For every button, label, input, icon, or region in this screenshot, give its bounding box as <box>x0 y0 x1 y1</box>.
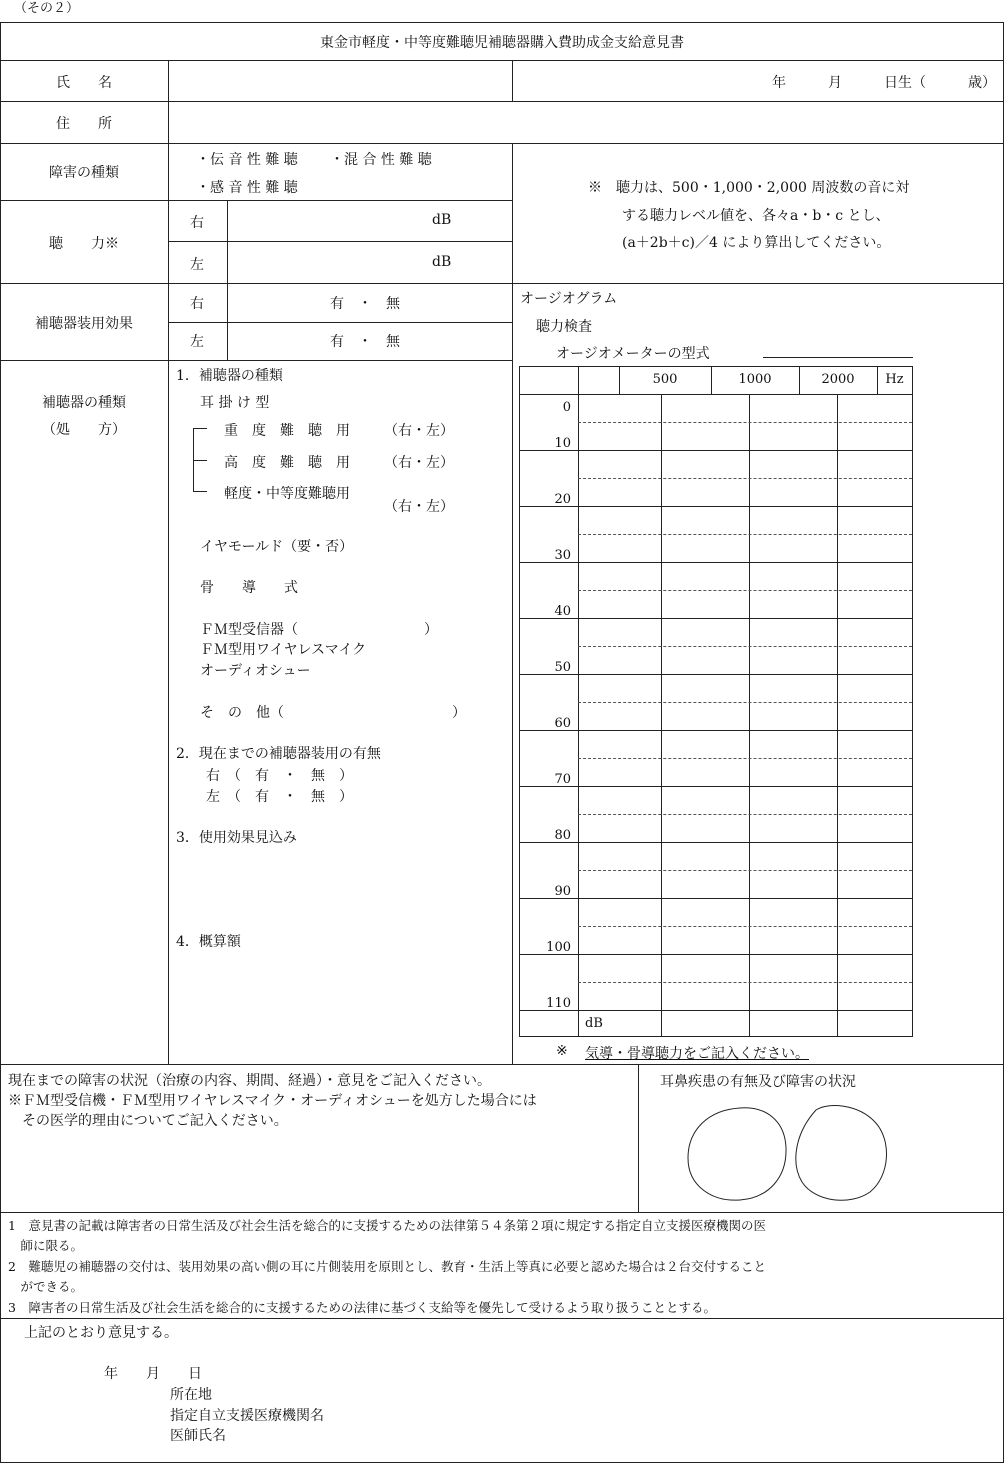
name-label: 氏 名 <box>56 75 112 91</box>
grid-line <box>519 450 913 451</box>
audiogram-title: オージオグラム <box>520 291 618 307</box>
right-ear-outline <box>796 1106 887 1201</box>
grid-dash <box>578 982 912 983</box>
section4-title: 4．概算額 <box>176 934 241 950</box>
grid-dash <box>578 926 912 927</box>
grid-line <box>578 366 579 1036</box>
hearing-note-line1: ※ 聴力は、500・1,000・2,000 周波数の音に対 <box>588 180 910 196</box>
db-label-100: 100 <box>546 940 571 955</box>
grid-dash <box>578 590 912 591</box>
prescription-label: （処 方） <box>42 422 126 438</box>
history-line1: 現在までの障害の状況（治療の内容、期間、経過）・意見をご記入ください。 <box>8 1073 491 1089</box>
grid-line <box>519 562 913 563</box>
institution-label: 指定自立支援医療機関名 <box>170 1408 324 1424</box>
grid-line <box>519 1010 913 1011</box>
high-option[interactable]: 高 度 難 聴 用 <box>224 455 350 471</box>
fm-mic-option[interactable]: ＦＭ型用ワイヤレスマイク <box>200 642 367 658</box>
left-ear-outline <box>688 1108 786 1200</box>
db-label-40: 40 <box>554 604 571 619</box>
doctor-name-label: 医師氏名 <box>170 1428 226 1444</box>
history-line3: その医学的理由についてご記入ください。 <box>8 1113 288 1129</box>
audiogram-note-text: 気導・骨導聴力をご記入ください。 <box>585 1046 809 1062</box>
grid-line <box>912 366 913 1036</box>
grid-line <box>519 730 913 731</box>
grid-line <box>661 394 662 1036</box>
mild-lr[interactable]: （右・左） <box>384 499 454 515</box>
note3: 3 障害者の日常生活及び社会生活を総合的に支援するための法律に基づく支給等を優先して受けるよう取り扱うこととする。 <box>8 1300 716 1315</box>
grid-dash <box>578 814 912 815</box>
grid-line <box>519 898 913 899</box>
history-field[interactable] <box>4 1130 634 1208</box>
freq-header-1000: 1000 <box>738 372 772 387</box>
section1-title: 1．補聴器の種類 <box>176 368 283 384</box>
effect-label: 補聴器装用効果 <box>35 316 133 332</box>
db-label-90: 90 <box>554 884 571 899</box>
hearing-right-label: 右 <box>190 215 204 231</box>
option-sensorineural[interactable]: ・感 音 性 難 聴 <box>196 180 298 196</box>
audio-shoe-option[interactable]: オーディオシュー <box>200 663 311 679</box>
location-label: 所在地 <box>170 1387 212 1403</box>
section2-right[interactable]: 右 （ 有 ・ 無 ） <box>206 768 353 784</box>
behind-ear-type: 耳 掛 け 型 <box>200 395 270 411</box>
grid-line <box>519 674 913 675</box>
effect-left-label: 左 <box>190 334 204 350</box>
hearing-left-unit: dB <box>432 254 452 270</box>
hearing-label: 聴 力※ <box>49 236 119 252</box>
grid-dash <box>578 870 912 871</box>
grid-line <box>519 842 913 843</box>
audiometer-model-label: オージオメーターの型式 <box>556 346 710 362</box>
disability-type-label: 障害の種類 <box>49 165 119 181</box>
db-label-10: 10 <box>554 436 571 451</box>
db-label-110: 110 <box>546 996 571 1011</box>
grid-line <box>519 954 913 955</box>
audiogram-note-mark: ※ <box>556 1043 568 1059</box>
db-label-20: 20 <box>554 492 571 507</box>
section2-title: 2．現在までの補聴器装用の有無 <box>176 746 381 762</box>
section2-left[interactable]: 左 （ 有 ・ 無 ） <box>206 789 353 805</box>
audiometer-model-line[interactable] <box>763 357 913 358</box>
ent-label: 耳鼻疾患の有無及び障害の状況 <box>660 1074 856 1090</box>
grid-line <box>749 394 750 1036</box>
grid-dash <box>578 422 912 423</box>
aid-type-label: 補聴器の種類 <box>42 395 126 411</box>
form-title: 東金市軽度・中等度難聴児補聴器購入費助成金支給意見書 <box>320 35 684 51</box>
grid-dash <box>578 758 912 759</box>
effect-right-label: 右 <box>190 296 204 312</box>
freq-header-500: 500 <box>652 372 678 387</box>
note2-line1: 2 難聴児の補聴器の交付は、装用効果の高い側の耳に片側装用を原則とし、教育・生活上等真に必要と認めた場合は２台交付すること <box>8 1259 766 1274</box>
severe-option[interactable]: 重 度 難 聴 用 <box>224 423 350 439</box>
other-option[interactable]: そ の 他（ ） <box>200 705 466 721</box>
bone-conduction-option[interactable]: 骨 導 式 <box>200 580 298 596</box>
mild-option[interactable]: 軽度・中等度難聴用 <box>224 486 350 502</box>
history-line2: ※ＦＭ型受信機・ＦＭ型用ワイヤレスマイク・オーディオシューを処方した場合には <box>8 1093 537 1109</box>
option-conductive[interactable]: ・伝 音 性 難 聴 <box>196 152 298 168</box>
effect-right-options[interactable]: 有 ・ 無 <box>330 296 400 312</box>
grid-line <box>519 506 913 507</box>
db-label-70: 70 <box>554 772 571 787</box>
db-label-80: 80 <box>554 828 571 843</box>
option-mixed[interactable]: ・混 合 性 難 聴 <box>330 152 432 168</box>
grid-line <box>519 786 913 787</box>
hearing-note-line3: (a＋2b＋c)／4 により算出してください。 <box>622 235 891 251</box>
grid-line <box>519 1036 913 1037</box>
birthdate-field[interactable]: 年 月 日生（ 歳） <box>772 75 996 91</box>
grid-dash <box>578 478 912 479</box>
severe-lr[interactable]: （右・左） <box>384 423 454 439</box>
grid-dash <box>578 702 912 703</box>
note1-line2: 師に限る。 <box>8 1238 84 1253</box>
note2-line2: ができる。 <box>8 1279 84 1294</box>
grid-dash <box>578 646 912 647</box>
db-label-0: 0 <box>562 400 571 415</box>
effect-left-options[interactable]: 有 ・ 無 <box>330 334 400 350</box>
hearing-right-unit: dB <box>432 212 452 228</box>
freq-header-2000: 2000 <box>821 372 855 387</box>
address-label: 住 所 <box>56 116 112 132</box>
ear-diagram[interactable] <box>680 1098 895 1208</box>
name-field[interactable] <box>169 61 511 100</box>
date-field[interactable]: 年 月 日 <box>104 1366 202 1382</box>
earmold-option[interactable]: イヤモールド（要・否） <box>200 539 354 555</box>
db-unit-label: dB <box>585 1016 603 1031</box>
address-field[interactable] <box>169 102 1002 142</box>
section3-title: 3．使用効果見込み <box>176 830 297 846</box>
high-lr[interactable]: （右・左） <box>384 455 454 471</box>
fm-receiver-option[interactable]: ＦＭ型受信器（ ） <box>200 622 438 638</box>
hearing-left-label: 左 <box>190 257 204 273</box>
opinion-statement: 上記のとおり意見する。 <box>24 1325 178 1341</box>
grid-dash <box>578 534 912 535</box>
audiogram-test: 聴力検査 <box>536 319 592 335</box>
grid-line <box>519 618 913 619</box>
page-number: （その２） <box>14 1 80 16</box>
note1-line1: 1 意見書の記載は障害者の日常生活及び社会生活を総合的に支援するための法律第５４条第２項に規定する指定自立支援医療機関の医 <box>8 1218 766 1233</box>
freq-header-Hz: Hz <box>885 372 904 387</box>
hearing-note-line2: する聴力レベル値を、各々a・b・c とし、 <box>622 208 890 224</box>
grid-line <box>837 394 838 1036</box>
db-label-30: 30 <box>554 548 571 563</box>
db-label-50: 50 <box>554 660 571 675</box>
grid-line <box>519 366 520 1036</box>
db-label-60: 60 <box>554 716 571 731</box>
